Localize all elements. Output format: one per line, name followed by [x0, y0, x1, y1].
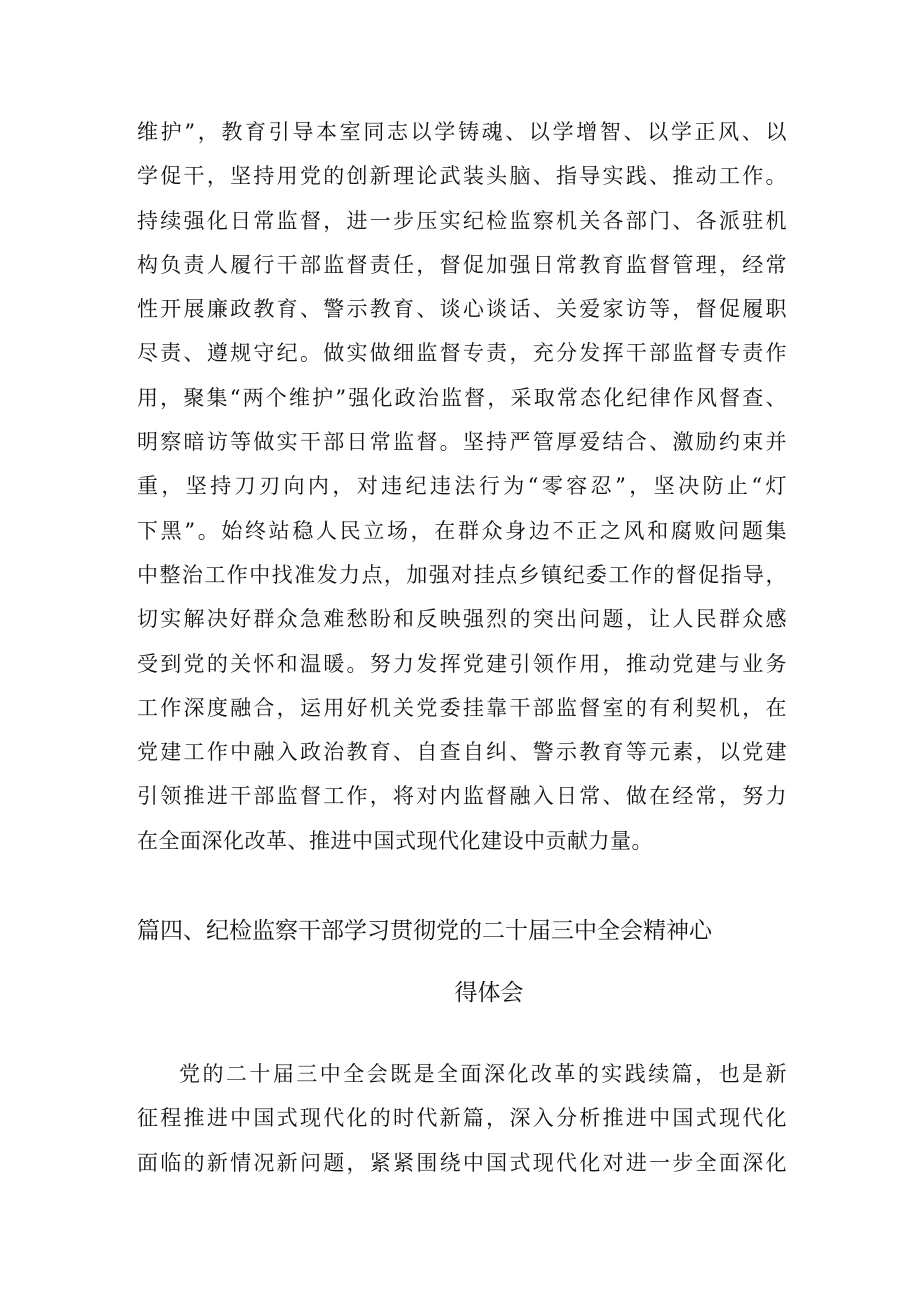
text-line: 性开展廉政教育、警示教育、谈心谈话、关爱家访等，督促履职 — [137, 297, 787, 322]
text-line: 重，坚持刀刃向内，对违纪违法行为“零容忍”，坚决防止“灯 — [137, 474, 787, 499]
text-line: 受到党的关怀和温暖。努力发挥党建引领作用，推动党建与业务 — [137, 651, 787, 676]
opening-paragraph — [137, 1052, 787, 1185]
text-line: 构负责人履行干部监督责任，督促加强日常教育监督管理，经常 — [137, 252, 787, 277]
text-line: 面临的新情况新问题，紧紧围绕中国式现代化对进一步全面深化 — [137, 1150, 787, 1175]
section-heading — [137, 900, 787, 1024]
section-heading-line: 篇四、纪检监察干部学习贯彻党的二十届三中全会精神心 — [137, 918, 712, 944]
text-line: 在全面深化改革、推进中国式现代化建设中贡献力量。 — [137, 828, 653, 853]
text-line: 学促干，坚持用党的创新理论武装头脑、指导实践、推动工作。 — [137, 164, 787, 189]
text-line: 持续强化日常监督，进一步压实纪检监察机关各部门、各派驻机 — [137, 208, 787, 233]
text-line: 下黑”。始终站稳人民立场，在群众身边不正之风和腐败问题集 — [137, 518, 787, 543]
text-line: 切实解决好群众急难愁盼和反映强烈的突出问题，让人民群众感 — [137, 607, 787, 632]
text-line: 工作深度融合，运用好机关党委挂靠干部监督室的有利契机，在 — [137, 695, 787, 720]
text-line: 党的二十届三中全会既是全面深化改革的实践续篇，也是新 — [179, 1062, 787, 1086]
text-line: 中整治工作中找准发力点，加强对挂点乡镇纪委工作的督促指导， — [137, 562, 787, 587]
text-line: 引领推进干部监督工作，将对内监督融入日常、做在经常，努力 — [137, 784, 787, 809]
text-line: 明察暗访等做实干部日常监督。坚持严管厚爱结合、激励约束并 — [137, 430, 787, 455]
text-line: 征程推进中国式现代化的时代新篇，深入分析推进中国式现代化 — [137, 1106, 787, 1131]
text-line: 尽责、遵规守纪。做实做细监督专责，充分发挥干部监督专责作 — [137, 341, 787, 366]
text-line: 维护”，教育引导本室同志以学铸魂、以学增智、以学正风、以 — [137, 120, 787, 144]
text-line: 用，聚集“两个维护”强化政治监督，采取常态化纪律作风督查、 — [137, 385, 787, 410]
section-heading-line: 得体会 — [454, 980, 524, 1006]
text-line: 党建工作中融入政治教育、自查自纠、警示教育等元素，以党建 — [137, 740, 787, 765]
continued-paragraph — [137, 110, 787, 863]
